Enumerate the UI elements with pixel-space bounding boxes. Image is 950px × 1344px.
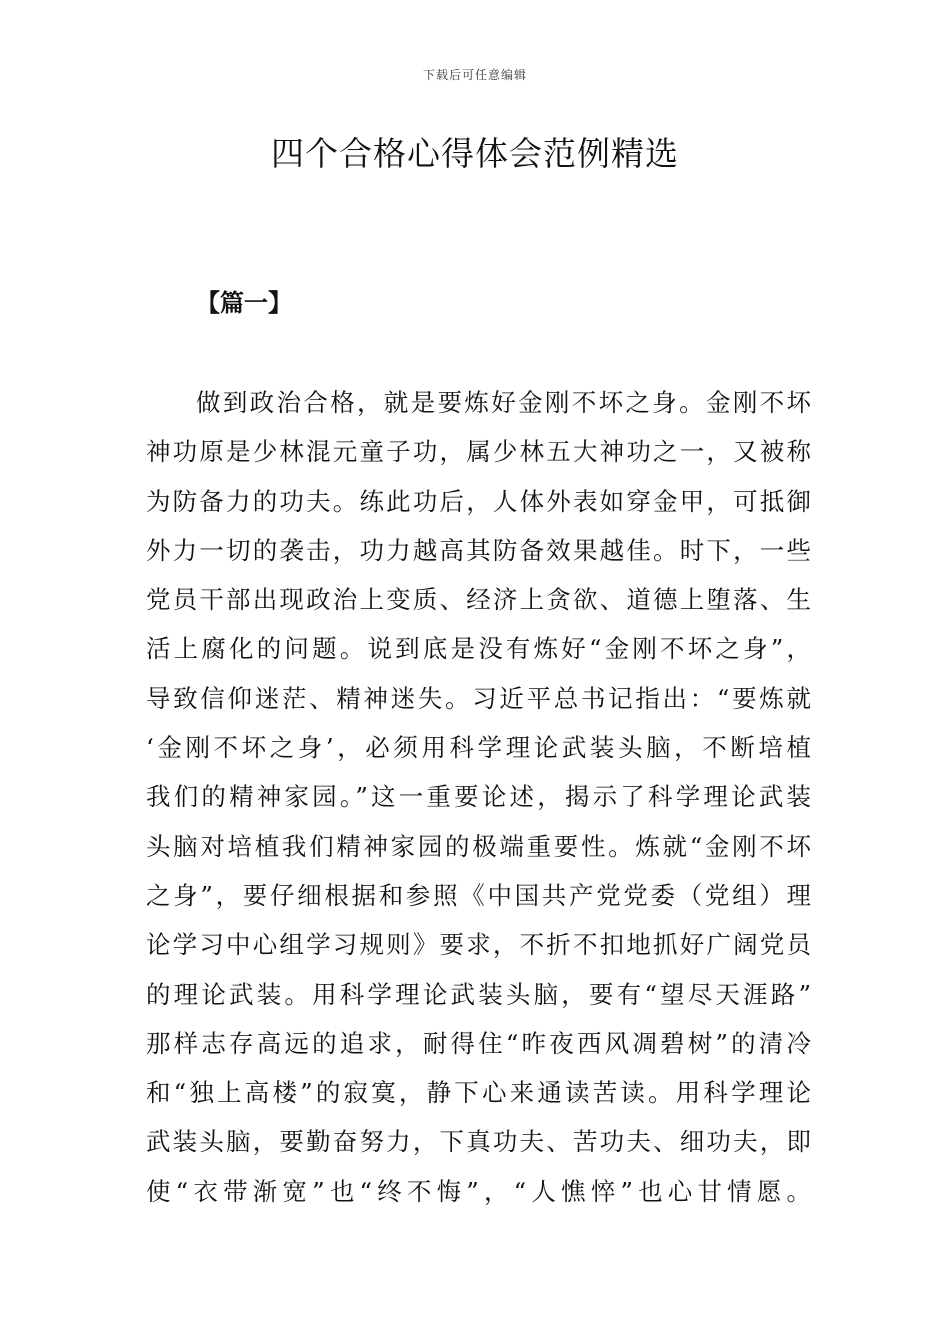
paragraph-line: 头脑对培植我们精神家园的极端重要性。炼就“金刚不坏 <box>146 831 811 861</box>
paragraph-line: 导致信仰迷茫、精神迷失。习近平总书记指出：“要炼就 <box>146 683 811 713</box>
paragraph-line: 外力一切的袭击，功力越高其防备效果越佳。时下，一些 <box>146 535 811 565</box>
section-label: 【篇一】 <box>196 289 292 317</box>
paragraph-line: 党员干部出现政治上变质、经济上贪欲、道德上堕落、生 <box>146 585 811 615</box>
paragraph-line: 的理论武装。用科学理论武装头脑，要有“望尽天涯路” <box>146 979 811 1009</box>
header-note: 下载后可任意编辑 <box>422 68 527 82</box>
paragraph-line: 做到政治合格，就是要炼好金刚不坏之身。金刚不坏 <box>196 388 811 417</box>
paragraph-line: 武装头脑，要勤奋努力，下真功夫、苦功夫、细功夫，即 <box>146 1127 811 1157</box>
paragraph-line: 神功原是少林混元童子功，属少林五大神功之一，又被称 <box>146 437 811 467</box>
paragraph-line: 为防备力的功夫。练此功后，人体外表如穿金甲，可抵御 <box>146 486 811 516</box>
paragraph-line: 论学习中心组学习规则》要求，不折不扣地抓好广阔党员 <box>146 930 811 960</box>
paragraph-line: 那样志存高远的追求，耐得住“昨夜西风凋碧树”的清冷 <box>146 1028 811 1058</box>
body-paragraph <box>146 378 811 1216</box>
document-title: 四个合格心得体会范例精选 <box>271 134 679 173</box>
paragraph-line: ‘金刚不坏之身’，必须用科学理论武装头脑，不断培植 <box>146 733 811 763</box>
paragraph-line: 我们的精神家园。”这一重要论述，揭示了科学理论武装 <box>146 782 811 812</box>
paragraph-line: 活上腐化的问题。说到底是没有炼好“金刚不坏之身”， <box>146 634 811 664</box>
paragraph-line: 之身”，要仔细根据和参照《中国共产党党委（党组）理 <box>146 880 811 910</box>
paragraph-line: 和“独上高楼”的寂寞，静下心来通读苦读。用科学理论 <box>146 1078 811 1108</box>
paragraph-line: 使“衣带渐宽”也“终不悔”，“人憔悴”也心甘情愿。 <box>146 1176 811 1206</box>
